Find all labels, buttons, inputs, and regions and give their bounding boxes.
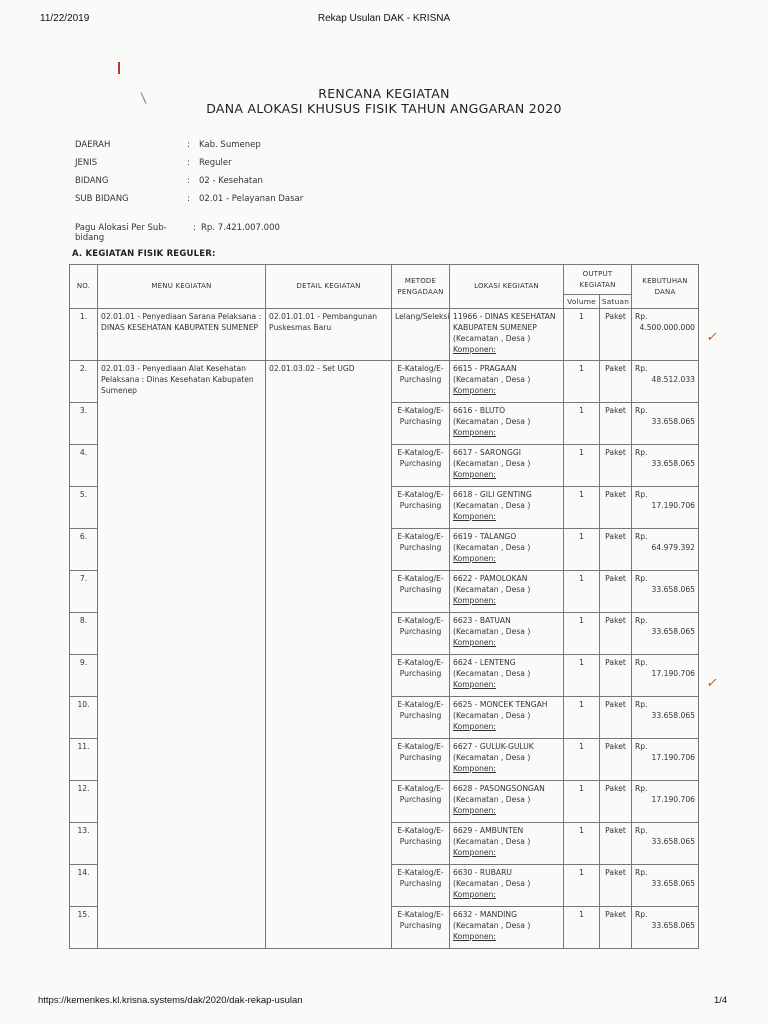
metode-pengadaan: E-Katalog/E-Purchasing [392,739,450,781]
header-no: NO. [70,265,98,309]
lokasi-name: 6616 - BLUTO [453,406,506,415]
lokasi-kegiatan [450,529,564,571]
amount: 33.658.065 [651,585,696,594]
lokasi-kegiatan [450,445,564,487]
row-no: 5. [70,487,98,529]
lokasi-kecamatan-desa: (Kecamatan , Desa ) [453,375,531,384]
kebutuhan-dana [632,403,699,445]
row-no: 2. [70,361,98,403]
amount: 48.512.033 [651,375,696,384]
currency: Rp. [635,490,648,499]
output-satuan: Paket [600,309,632,361]
output-volume: 1 [564,403,600,445]
komponen-link[interactable]: Komponen: [453,932,496,941]
pen-checkmark-1: ✓ [706,330,717,345]
currency: Rp. [635,364,648,373]
komponen-link[interactable]: Komponen: [453,596,496,605]
kebutuhan-dana [632,739,699,781]
kebutuhan-dana [632,487,699,529]
header-satuan: Satuan [600,295,632,309]
metode-pengadaan: E-Katalog/E-Purchasing [392,529,450,571]
lokasi-name: 6618 - GILI GENTING [453,490,532,499]
amount: 33.658.065 [651,879,696,888]
lokasi-kecamatan-desa: (Kecamatan , Desa ) [453,837,531,846]
row-no: 10. [70,697,98,739]
amount: 33.658.065 [651,837,696,846]
row-no: 13. [70,823,98,865]
output-satuan: Paket [600,529,632,571]
output-satuan: Paket [600,907,632,949]
table-body [70,309,699,949]
lokasi-kecamatan-desa: (Kecamatan , Desa ) [453,753,531,762]
lokasi-kecamatan-desa: (Kecamatan , Desa ) [453,543,531,552]
currency: Rp. [635,406,648,415]
output-satuan: Paket [600,781,632,823]
amount: 33.658.065 [651,417,696,426]
row-no: 14. [70,865,98,907]
menu-kegiatan: 02.01.01 - Penyediaan Sarana Pelaksana : DINAS KESEHATAN KABUPATEN SUMENEP [98,309,266,361]
metode-pengadaan: E-Katalog/E-Purchasing [392,571,450,613]
metode-pengadaan: E-Katalog/E-Purchasing [392,403,450,445]
metode-pengadaan: E-Katalog/E-Purchasing [392,697,450,739]
meta-key: BIDANG [75,176,109,186]
lokasi-kecamatan-desa: (Kecamatan , Desa ) [453,501,531,510]
output-satuan: Paket [600,445,632,487]
lokasi-kegiatan [450,781,564,823]
kebutuhan-dana [632,655,699,697]
lokasi-kegiatan [450,487,564,529]
komponen-link[interactable]: Komponen: [453,890,496,899]
kebutuhan-dana [632,781,699,823]
meta-value: 02 - Kesehatan [199,176,263,186]
pen-checkmark-2: ✓ [706,676,717,691]
metode-pengadaan: E-Katalog/E-Purchasing [392,613,450,655]
lokasi-name: 6617 - SARONGGI [453,448,521,457]
output-volume: 1 [564,613,600,655]
lokasi-kecamatan-desa: (Kecamatan , Desa ) [453,334,531,343]
header-volume: Volume [564,295,600,309]
row-no: 7. [70,571,98,613]
lokasi-kecamatan-desa: (Kecamatan , Desa ) [453,417,531,426]
document-title-line1: RENCANA KEGIATAN [318,86,450,101]
output-satuan: Paket [600,613,632,655]
lokasi-name: 6628 - PASONGSONGAN [453,784,545,793]
metode-pengadaan: E-Katalog/E-Purchasing [392,445,450,487]
table-row [70,361,699,403]
output-satuan: Paket [600,487,632,529]
meta-row-bidang: BIDANG : 02 - Kesehatan [75,176,263,186]
row-no: 11. [70,739,98,781]
row-no: 15. [70,907,98,949]
currency: Rp. [635,312,648,321]
currency: Rp. [635,448,648,457]
komponen-link[interactable]: Komponen: [453,345,496,354]
kegiatan-table [69,264,699,949]
output-satuan: Paket [600,739,632,781]
kebutuhan-dana [632,823,699,865]
lokasi-kecamatan-desa: (Kecamatan , Desa ) [453,459,531,468]
lokasi-kegiatan [450,403,564,445]
header-kebutuhan: KEBUTUHAN DANA [632,265,699,309]
output-volume: 1 [564,529,600,571]
row-no: 1. [70,309,98,361]
currency: Rp. [635,532,648,541]
row-no: 6. [70,529,98,571]
komponen-link[interactable]: Komponen: [453,764,496,773]
currency: Rp. [635,784,648,793]
footer-url: https://kemenkes.kl.krisna.systems/dak/2020/dak-rekap-usulan [38,995,303,1006]
meta-row-jenis: JENIS : Reguler [75,158,232,168]
pagu-key: Pagu Alokasi Per Sub-bidang [75,223,167,243]
komponen-link[interactable]: Komponen: [453,638,496,647]
meta-key: SUB BIDANG [75,194,129,204]
lokasi-kegiatan [450,571,564,613]
currency: Rp. [635,868,648,877]
amount: 17.190.706 [651,669,696,678]
currency: Rp. [635,658,648,667]
currency: Rp. [635,826,648,835]
lokasi-name: 6632 - MANDING [453,910,517,919]
header-metode: METODE PENGADAAN [392,265,450,309]
header-menu: MENU KEGIATAN [98,265,266,309]
lokasi-name: 11966 - DINAS KESEHATAN KABUPATEN SUMENEP [453,312,556,332]
metode-pengadaan: E-Katalog/E-Purchasing [392,823,450,865]
currency: Rp. [635,616,648,625]
output-volume: 1 [564,907,600,949]
print-date: 11/22/2019 [40,13,90,24]
metode-pengadaan: E-Katalog/E-Purchasing [392,361,450,403]
output-volume: 1 [564,309,600,361]
lokasi-kegiatan [450,655,564,697]
kebutuhan-dana [632,865,699,907]
lokasi-name: 6630 - RUBARU [453,868,512,877]
output-volume: 1 [564,445,600,487]
output-volume: 1 [564,487,600,529]
section-title: A. KEGIATAN FISIK REGULER: [72,249,216,259]
currency: Rp. [635,574,648,583]
lokasi-name: 6615 - PRAGAAN [453,364,517,373]
metode-pengadaan: Lelang/Seleksi [392,309,450,361]
currency: Rp. [635,910,648,919]
footer-page: 1/4 [714,995,728,1006]
output-volume: 1 [564,361,600,403]
detail-kegiatan: 02.01.01.01 - Pembangunan Puskesmas Baru [266,309,392,361]
row-no: 4. [70,445,98,487]
lokasi-kegiatan [450,823,564,865]
metode-pengadaan: E-Katalog/E-Purchasing [392,487,450,529]
lokasi-kecamatan-desa: (Kecamatan , Desa ) [453,585,531,594]
lokasi-kecamatan-desa: (Kecamatan , Desa ) [453,711,531,720]
output-volume: 1 [564,655,600,697]
meta-value: Kab. Sumenep [199,140,261,150]
metode-pengadaan: E-Katalog/E-Purchasing [392,907,450,949]
meta-row-pagu: Pagu Alokasi Per Sub-bidang : Rp. 7.421.007.000 [75,223,280,243]
output-volume: 1 [564,823,600,865]
metode-pengadaan: E-Katalog/E-Purchasing [392,865,450,907]
metode-pengadaan: E-Katalog/E-Purchasing [392,781,450,823]
lokasi-name: 6625 - MONCEK TENGAH [453,700,548,709]
lokasi-kegiatan [450,697,564,739]
lokasi-name: 6622 - PAMOLOKAN [453,574,528,583]
lokasi-name: 6629 - AMBUNTEN [453,826,524,835]
kebutuhan-dana [632,309,699,361]
lokasi-kecamatan-desa: (Kecamatan , Desa ) [453,921,531,930]
document-title-line2: DANA ALOKASI KHUSUS FISIK TAHUN ANGGARAN 2020 [206,101,562,116]
detail-kegiatan: 02.01.03.02 - Set UGD [266,361,392,949]
lokasi-name: 6623 - BATUAN [453,616,511,625]
meta-key: JENIS [75,158,98,168]
komponen-link[interactable]: Komponen: [453,512,496,521]
output-volume: 1 [564,571,600,613]
row-no: 8. [70,613,98,655]
row-no: 9. [70,655,98,697]
metode-pengadaan: E-Katalog/E-Purchasing [392,655,450,697]
row-no: 12. [70,781,98,823]
lokasi-name: 6627 - GULUK-GULUK [453,742,534,751]
kebutuhan-dana [632,697,699,739]
table-row [70,309,699,361]
amount: 33.658.065 [651,627,696,636]
amount: 17.190.706 [651,501,696,510]
meta-row-sub-bidang: SUB BIDANG : 02.01 - Pelayanan Dasar [75,194,304,204]
komponen-link[interactable]: Komponen: [453,848,496,857]
kebutuhan-dana [632,361,699,403]
output-volume: 1 [564,739,600,781]
amount: 64.979.392 [651,543,696,552]
amount: 33.658.065 [651,459,696,468]
red-pen-mark [118,62,120,74]
amount: 17.190.706 [651,753,696,762]
komponen-link[interactable]: Komponen: [453,722,496,731]
lokasi-kecamatan-desa: (Kecamatan , Desa ) [453,627,531,636]
meta-value: 02.01 - Pelayanan Dasar [199,194,304,204]
komponen-link[interactable]: Komponen: [453,806,496,815]
output-satuan: Paket [600,403,632,445]
lokasi-kecamatan-desa: (Kecamatan , Desa ) [453,879,531,888]
lokasi-name: 6624 - LENTENG [453,658,516,667]
currency: Rp. [635,742,648,751]
print-page-title: Rekap Usulan DAK - KRISNA [317,13,451,24]
lokasi-kegiatan [450,739,564,781]
lokasi-kecamatan-desa: (Kecamatan , Desa ) [453,669,531,678]
output-satuan: Paket [600,697,632,739]
lokasi-kecamatan-desa: (Kecamatan , Desa ) [453,795,531,804]
output-satuan: Paket [600,823,632,865]
lokasi-kegiatan [450,865,564,907]
lokasi-kegiatan [450,361,564,403]
meta-key: DAERAH [75,140,111,150]
output-satuan: Paket [600,361,632,403]
komponen-link[interactable]: Komponen: [453,554,496,563]
amount: 33.658.065 [651,921,696,930]
lokasi-kegiatan [450,309,564,361]
meta-row-daerah: DAERAH : Kab. Sumenep [75,140,261,150]
output-satuan: Paket [600,865,632,907]
kebutuhan-dana [632,571,699,613]
menu-kegiatan: 02.01.03 - Penyediaan Alat Kesehatan Pelaksana : Dinas Kesehatan Kabupaten Sumenep [98,361,266,949]
header-output: OUTPUT KEGIATAN [564,265,632,295]
komponen-link[interactable]: Komponen: [453,470,496,479]
kebutuhan-dana [632,613,699,655]
amount: 4.500.000.000 [639,323,696,332]
amount: 33.658.065 [651,711,696,720]
output-volume: 1 [564,781,600,823]
row-no: 3. [70,403,98,445]
komponen-link[interactable]: Komponen: [453,680,496,689]
meta-value: Reguler [199,158,232,168]
header-lokasi: LOKASI KEGIATAN [450,265,564,309]
header-detail: DETAIL KEGIATAN [266,265,392,309]
output-satuan: Paket [600,655,632,697]
currency: Rp. [635,700,648,709]
kebutuhan-dana [632,445,699,487]
output-satuan: Paket [600,571,632,613]
lokasi-name: 6619 - TALANGO [453,532,517,541]
komponen-link[interactable]: Komponen: [453,386,496,395]
kebutuhan-dana [632,529,699,571]
komponen-link[interactable]: Komponen: [453,428,496,437]
lokasi-kegiatan [450,907,564,949]
kebutuhan-dana [632,907,699,949]
amount: 17.190.706 [651,795,696,804]
pagu-value: Rp. 7.421.007.000 [201,223,280,233]
output-volume: 1 [564,865,600,907]
output-volume: 1 [564,697,600,739]
lokasi-kegiatan [450,613,564,655]
